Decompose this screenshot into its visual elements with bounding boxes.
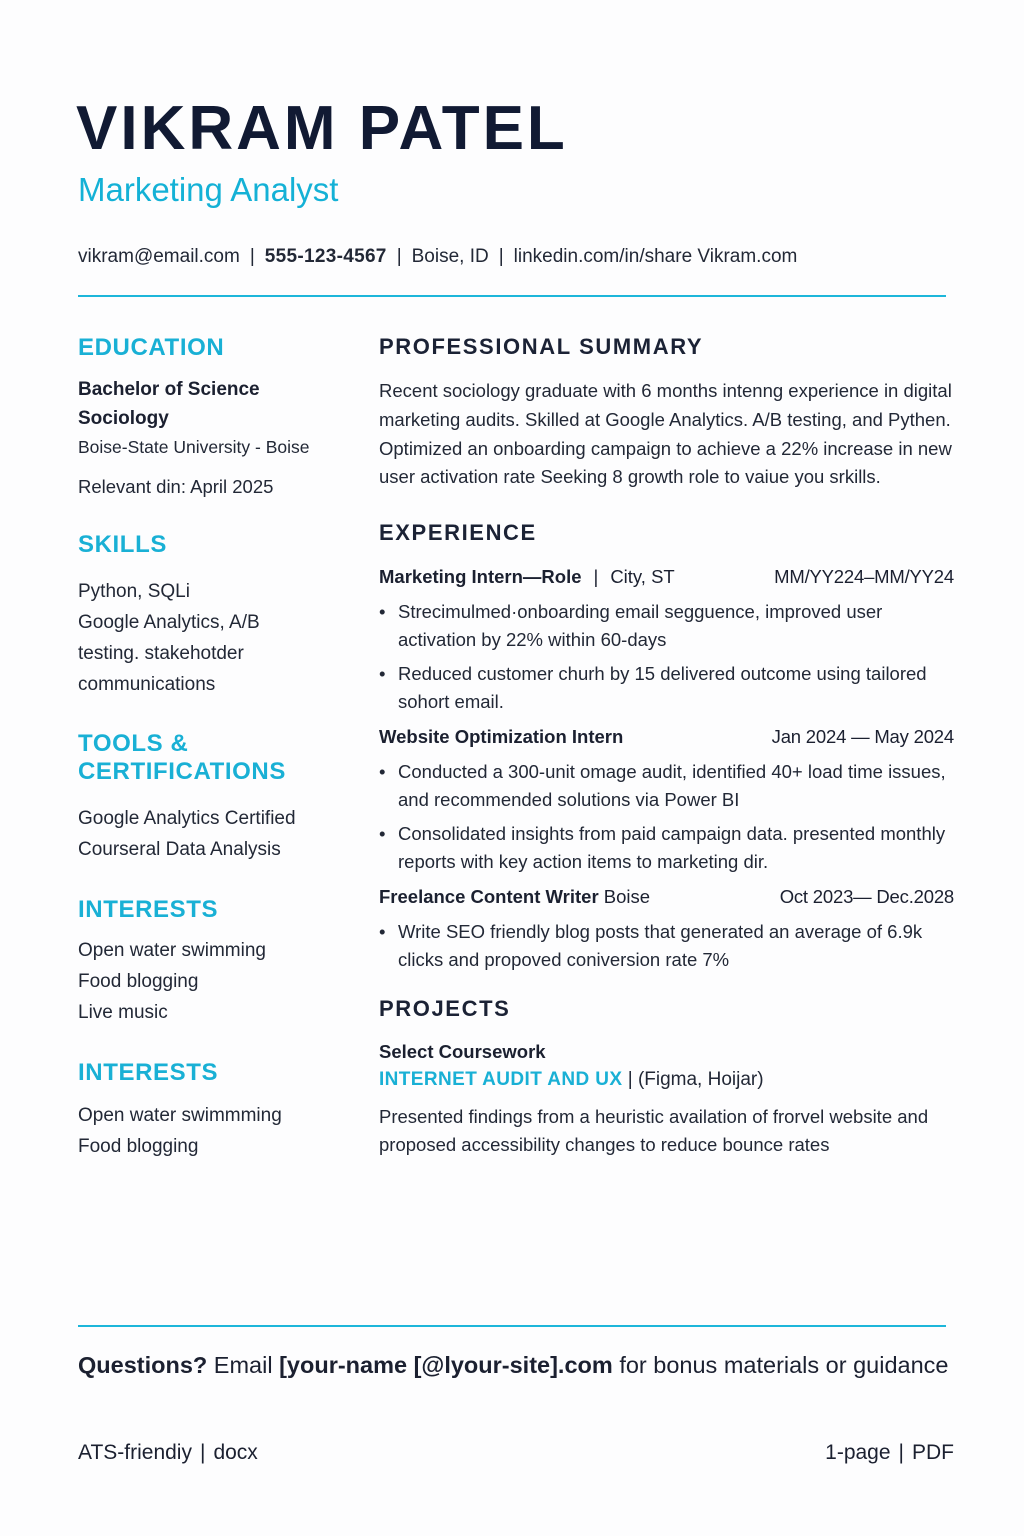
project-description: Presented findings from a heuristic availation of frorvel website and proposed accessibility changes to reduce bounce rates — [379, 1105, 929, 1156]
job-header — [379, 884, 954, 910]
job-entry — [379, 564, 954, 716]
degree-line: Bachelor of Science — [78, 378, 260, 400]
job-dates: Oct 2023— Dec.2028 — [779, 886, 954, 908]
education-section — [78, 334, 348, 501]
graduation-date: Relevant din: April 2025 — [78, 475, 274, 497]
tools-heading — [78, 730, 348, 788]
separator: | — [593, 566, 599, 588]
job-title: Marketing Intern—Role — [379, 566, 582, 588]
candidate-role: Marketing Analyst — [78, 171, 339, 208]
summary-text: Recent sociology graduate with 6 months intenng experience in digital marketing audits. Skilled at Google Analytics. A/B testing, and Pythen. Optimized an onboarding campaign to achieve a 22% increase in new user activation rate Seeking 8 growth role to vaiue you srkills. — [379, 380, 952, 488]
projects-section — [379, 996, 954, 1160]
questions-label: Questions? — [78, 1352, 208, 1378]
skill-line: Python, SQLi — [78, 580, 190, 602]
separator: | — [396, 246, 402, 267]
right-column — [379, 334, 954, 1160]
interest-line: Food blogging — [78, 970, 199, 992]
project-title-line: INTERNET AUDIT AND UX | (Figma, Hoijar) — [379, 1068, 764, 1090]
interests-section-2 — [78, 1059, 348, 1162]
skill-line: communications — [78, 673, 216, 695]
tools-list — [78, 803, 348, 865]
separator: | — [249, 246, 255, 267]
job-bullet: • Strecimulmed·onboarding email segguence, improved user activation by 22% within 60-days — [379, 598, 954, 654]
questions-post: for bonus materials or guidance — [619, 1352, 949, 1378]
job-bullets — [379, 598, 954, 716]
interest-line: Live music — [78, 1001, 168, 1023]
projects-heading: PROJECTS — [379, 996, 511, 1022]
job-dates: MM/YY224–MM/YY24 — [774, 566, 954, 588]
skill-line: testing. stakehotder — [78, 642, 244, 664]
degree-field: Sociology — [78, 407, 169, 429]
projects-subheading: Select Coursework — [379, 1040, 546, 1062]
project-title: INTERNET AUDIT AND UX — [379, 1068, 623, 1090]
skills-list — [78, 576, 348, 700]
questions-pre: Email — [213, 1352, 273, 1378]
skills-heading: SKILLS — [78, 530, 167, 558]
interest-line: Open water swimming — [78, 939, 266, 961]
candidate-name: VIKRAM PATEL — [76, 94, 568, 163]
summary-section — [379, 334, 954, 492]
questions-email[interactable]: [your-name [@lyour-site].com — [279, 1352, 613, 1378]
contact-email[interactable]: vikram@email.com — [78, 246, 240, 267]
job-header — [379, 724, 954, 750]
interests-heading: INTERESTS — [78, 1058, 219, 1086]
page-count-label: 1-page — [825, 1441, 891, 1464]
skill-line: Google Analytics, A/B — [78, 611, 260, 633]
summary-heading: PROFESSIONAL SUMMARY — [379, 334, 704, 359]
experience-section — [379, 520, 954, 974]
certification-line: Courseral Data Analysis — [78, 839, 281, 861]
job-entry — [379, 884, 954, 974]
job-bullet: • Reduced customer churh by 15 delivered outcome using tailored sohort email. — [379, 660, 954, 716]
job-bullet: • Write SEO friendly blog posts that generated an average of 6.9k clicks and propoved coniversion rate 7% — [379, 918, 954, 974]
contact-linkedin[interactable]: linkedin.com/in/share Vikram.com — [513, 246, 798, 267]
contact-phone: 555-123-4567 — [264, 246, 387, 267]
interests-list — [78, 935, 348, 1028]
docx-label: docx — [213, 1441, 258, 1464]
format-note-right — [825, 1436, 954, 1470]
pdf-label: PDF — [912, 1441, 954, 1464]
job-bullets — [379, 758, 954, 876]
job-entry — [379, 724, 954, 876]
interests-list — [78, 1100, 348, 1162]
education-heading: EDUCATION — [78, 334, 225, 361]
job-header — [379, 564, 954, 590]
tools-section — [78, 730, 348, 866]
job-location: Boise — [603, 886, 651, 908]
ats-label: ATS-friendiy — [78, 1441, 192, 1464]
interests-heading: INTERESTS — [78, 896, 219, 924]
skills-section — [78, 531, 348, 700]
separator: | — [199, 1441, 206, 1464]
separator: | — [498, 246, 504, 267]
job-dates: Jan 2024 — May 2024 — [771, 726, 954, 748]
separator: | — [898, 1441, 904, 1464]
format-note-left — [78, 1436, 258, 1470]
certification-line: Google Analytics Certified — [78, 808, 296, 830]
questions-line — [78, 1345, 949, 1385]
contact-line — [78, 244, 797, 271]
interest-line: Food blogging — [78, 1135, 199, 1157]
footer-divider — [78, 1325, 946, 1327]
job-bullet: • Consolidated insights from paid campaign data. presented monthly reports with key action items to marketing dir. — [379, 820, 954, 876]
degree — [78, 375, 348, 433]
job-bullets — [379, 918, 954, 974]
project-tools: (Figma, Hoijar) — [637, 1068, 764, 1090]
tools-heading-line: CERTIFICATIONS — [78, 758, 286, 786]
tools-heading-line: TOOLS & — [78, 729, 189, 757]
header-divider — [78, 295, 946, 297]
job-bullet: • Conducted a 300-unit omage audit, identified 40+ load time issues, and recommended solutions via Power BI — [379, 758, 954, 814]
contact-location: Boise, ID — [411, 246, 489, 267]
job-title: Freelance Content Writer — [379, 886, 599, 908]
interests-section — [78, 896, 348, 1028]
job-location: City, ST — [610, 566, 675, 588]
school-name: Boise-State University - Boise — [78, 436, 310, 457]
job-title: Website Optimization Intern — [379, 726, 624, 748]
experience-heading: EXPERIENCE — [379, 519, 537, 545]
interest-line: Open water swimmming — [78, 1104, 282, 1126]
left-column — [78, 334, 348, 1162]
